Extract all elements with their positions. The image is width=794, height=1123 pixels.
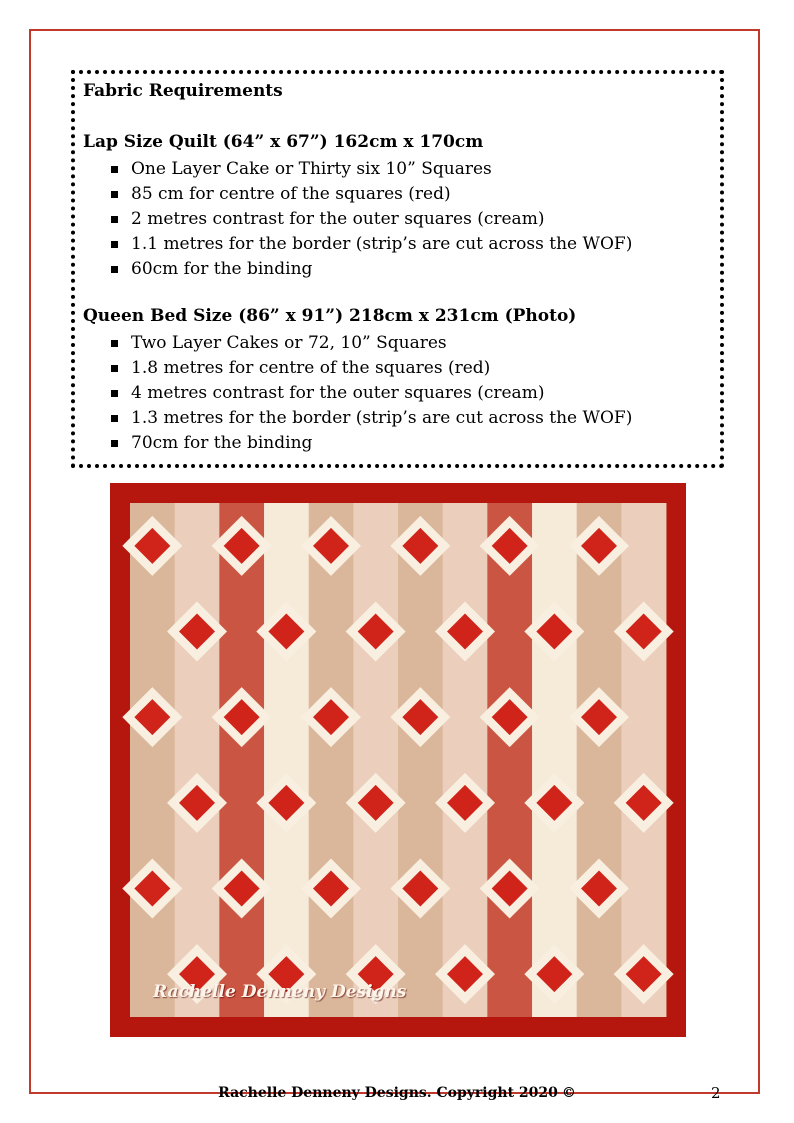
lap-size-list	[106, 157, 632, 282]
list-item: 60cm for the binding	[106, 257, 632, 282]
square-bullet-icon	[111, 166, 118, 173]
fabric-requirements-title: Fabric Requirements	[83, 81, 283, 101]
list-item: 1.1 metres for the border (strip’s are cut across the WOF)	[106, 232, 632, 257]
photo-watermark: Rachelle Denneny Designs	[153, 982, 407, 1002]
lap-size-heading: Lap Size Quilt (64” x 67”) 162cm x 170cm	[83, 132, 484, 152]
fabric-strip	[443, 503, 488, 1017]
square-bullet-icon	[111, 440, 118, 447]
queen-size-list	[106, 331, 632, 456]
fabric-strip	[264, 503, 309, 1017]
list-item: 85 cm for centre of the squares (red)	[106, 182, 632, 207]
square-bullet-icon	[111, 241, 118, 248]
footer-copyright: Rachelle Denneny Designs. Copyright 2020 ©	[218, 1085, 576, 1101]
square-bullet-icon	[111, 191, 118, 198]
square-bullet-icon	[111, 216, 118, 223]
list-item: 1.3 metres for the border (strip’s are cut across the WOF)	[106, 406, 632, 431]
quilt-photo	[110, 483, 686, 1037]
list-item: 4 metres contrast for the outer squares (cream)	[106, 381, 632, 406]
fabric-strip	[309, 503, 354, 1017]
square-bullet-icon	[111, 266, 118, 273]
fabric-strip	[398, 503, 443, 1017]
fabric-strip	[487, 503, 532, 1017]
page-number: 2	[711, 1084, 721, 1102]
list-item: 2 metres contrast for the outer squares (cream)	[106, 207, 632, 232]
fabric-strip	[219, 503, 264, 1017]
fabric-strip	[130, 503, 175, 1017]
list-item: 70cm for the binding	[106, 431, 632, 456]
list-item: 1.8 metres for centre of the squares (red)	[106, 356, 632, 381]
square-bullet-icon	[111, 340, 118, 347]
square-bullet-icon	[111, 415, 118, 422]
fabric-strip	[175, 503, 220, 1017]
fabric-strip	[532, 503, 577, 1017]
queen-size-heading: Queen Bed Size (86” x 91”) 218cm x 231cm (Photo)	[83, 306, 577, 326]
list-item: One Layer Cake or Thirty six 10” Squares	[106, 157, 632, 182]
fabric-strip	[621, 503, 666, 1017]
list-item: Two Layer Cakes or 72, 10” Squares	[106, 331, 632, 356]
fabric-strip	[577, 503, 622, 1017]
fabric-strip	[353, 503, 398, 1017]
square-bullet-icon	[111, 365, 118, 372]
square-bullet-icon	[111, 390, 118, 397]
